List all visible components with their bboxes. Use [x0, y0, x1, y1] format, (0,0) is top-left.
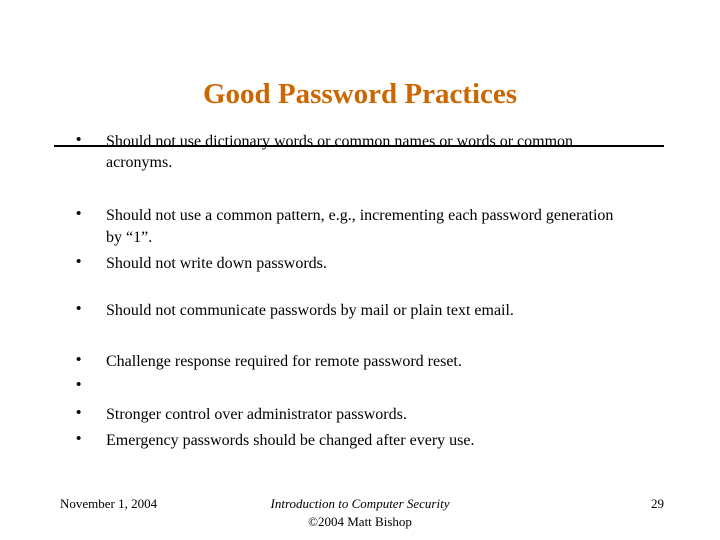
bullet-text: Should not use a common pattern, e.g., incrementing each password generation: [106, 207, 614, 224]
bullet-text: Should not use dictionary words or common names or words or common: [106, 133, 574, 150]
bullet-text: acronyms.: [106, 154, 173, 171]
bullet-text: Emergency passwords should be changed after every use.: [106, 432, 475, 449]
page-number: 29: [651, 496, 664, 511]
bullet-marker: •: [76, 132, 82, 148]
bullet-text: Stronger control over administrator passwords.: [106, 406, 407, 423]
course-title: Introduction to Computer Security: [270, 496, 450, 511]
strikethrough-rule: [54, 145, 664, 147]
copyright-notice: ©2004 Matt Bishop: [308, 514, 412, 529]
footer-course: [230, 495, 490, 531]
bullet-marker: •: [76, 301, 82, 317]
bullet-marker: •: [76, 431, 82, 447]
bullet-text: Should not write down passwords.: [106, 255, 327, 272]
bullet-marker: •: [76, 206, 82, 222]
bullet-marker: •: [76, 377, 82, 393]
bullet-text: Should not communicate passwords by mail or plain text email.: [106, 302, 514, 319]
footer-date: November 1, 2004: [60, 496, 158, 511]
slide-title: Good Password Practices: [202, 78, 518, 110]
bullet-marker: •: [76, 405, 82, 421]
bullet-marker: •: [76, 254, 82, 270]
bullet-text: by “1”.: [106, 229, 153, 246]
bullet-text: Challenge response required for remote password reset.: [106, 353, 462, 370]
bullet-marker: •: [76, 352, 82, 368]
